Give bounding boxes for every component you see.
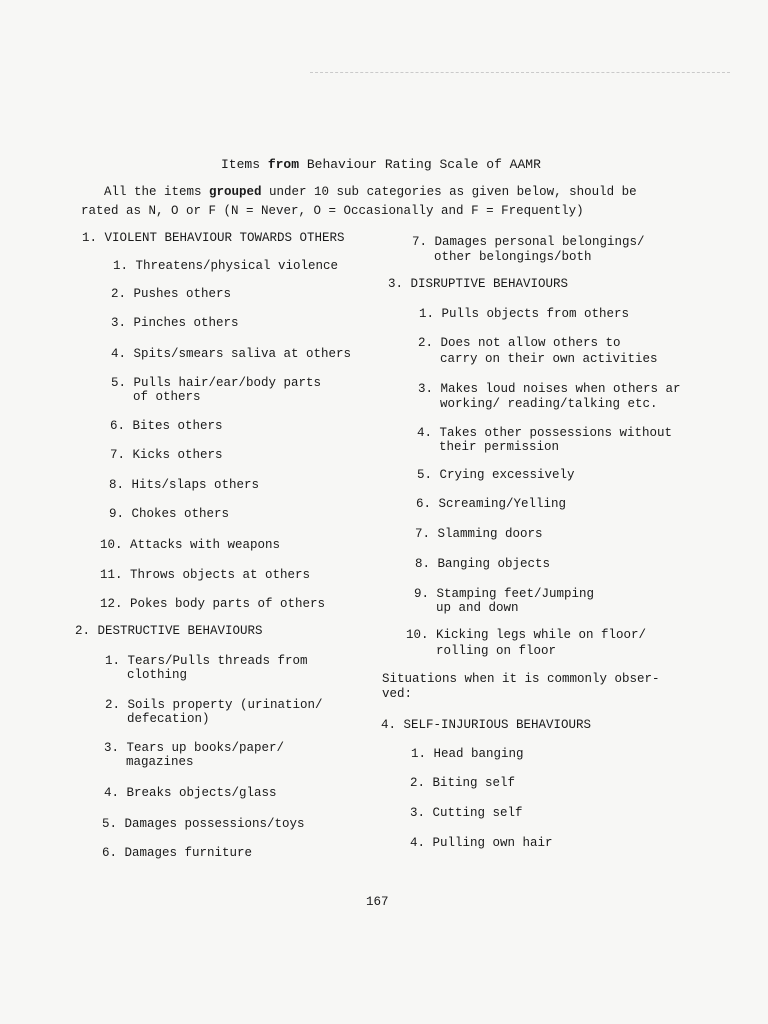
list-item: 5. Pulls hair/ear/body parts <box>111 376 322 390</box>
list-item: 8. Banging objects <box>415 557 551 571</box>
scan-artifact-line <box>310 72 730 74</box>
list-item: 5. Crying excessively <box>417 468 575 482</box>
list-item: 9. Stamping feet/Jumping <box>414 587 595 601</box>
list-item: 2. Soils property (urination/ <box>105 698 323 712</box>
list-item: 3. Cutting self <box>410 806 523 820</box>
list-item-continuation: their permission <box>439 440 560 454</box>
list-item-continuation: working/ reading/talking etc. <box>440 397 658 411</box>
list-item: 10. Attacks with weapons <box>100 538 281 552</box>
list-item: 4. Takes other possessions without <box>417 426 673 440</box>
list-item: 2. Pushes others <box>111 287 232 301</box>
list-item: 8. Hits/slaps others <box>109 478 260 492</box>
list-item-continuation: carry on their own activities <box>440 352 658 366</box>
list-item: 6. Screaming/Yelling <box>416 497 567 511</box>
page-number: 167 <box>366 895 389 909</box>
list-item: 1. Head banging <box>411 747 524 761</box>
list-item: 6. Damages furniture <box>102 846 253 860</box>
list-item: 2. Does not allow others to <box>418 336 621 350</box>
list-item: 1. Threatens/physical violence <box>113 259 339 273</box>
list-item: 4. Pulling own hair <box>410 836 553 850</box>
list-item-continuation: defecation) <box>127 712 210 726</box>
list-item: 5. Damages possessions/toys <box>102 817 305 831</box>
list-item: 1. Pulls objects from others <box>419 307 630 321</box>
list-item: 1. Tears/Pulls threads from <box>105 654 308 668</box>
list-item: 9. Chokes others <box>109 507 230 521</box>
section-heading-violent: 1. VIOLENT BEHAVIOUR TOWARDS OTHERS <box>82 231 345 245</box>
list-item: 4. Breaks objects/glass <box>104 786 277 800</box>
list-item: 12. Pokes body parts of others <box>100 597 326 611</box>
list-item: 6. Bites others <box>110 419 223 433</box>
list-item-continuation: magazines <box>126 755 194 769</box>
list-item: 11. Throws objects at others <box>100 568 311 582</box>
list-item-continuation: clothing <box>127 668 188 682</box>
situations-note: Situations when it is commonly obser- <box>382 672 660 686</box>
list-item: 3. Makes loud noises when others ar <box>418 382 681 396</box>
intro-line-2: rated as N, O or F (N = Never, O = Occasionally and F = Frequently) <box>81 204 584 218</box>
list-item: 2. Biting self <box>410 776 516 790</box>
section-heading-self-injurious: 4. SELF-INJURIOUS BEHAVIOURS <box>381 718 592 732</box>
situations-note-continuation: ved: <box>382 687 413 701</box>
list-item-continuation: other belongings/both <box>434 250 592 264</box>
list-item: 7. Kicks others <box>110 448 223 462</box>
list-item: 10. Kicking legs while on floor/ <box>406 628 647 642</box>
list-item: 7. Damages personal belongings/ <box>412 235 645 249</box>
list-item-continuation: rolling on floor <box>436 644 557 658</box>
section-heading-destructive: 2. DESTRUCTIVE BEHAVIOURS <box>75 624 263 638</box>
page-title: Items from Behaviour Rating Scale of AAMR <box>221 157 541 172</box>
section-heading-disruptive: 3. DISRUPTIVE BEHAVIOURS <box>388 277 569 291</box>
list-item-continuation: of others <box>133 390 201 404</box>
list-item: 3. Tears up books/paper/ <box>104 741 285 755</box>
list-item: 4. Spits/smears saliva at others <box>111 347 352 361</box>
list-item: 3. Pinches others <box>111 316 239 330</box>
list-item: 7. Slamming doors <box>415 527 543 541</box>
intro-line-1: All the items grouped under 10 sub categories as given below, should be <box>104 185 637 199</box>
list-item-continuation: up and down <box>436 601 519 615</box>
